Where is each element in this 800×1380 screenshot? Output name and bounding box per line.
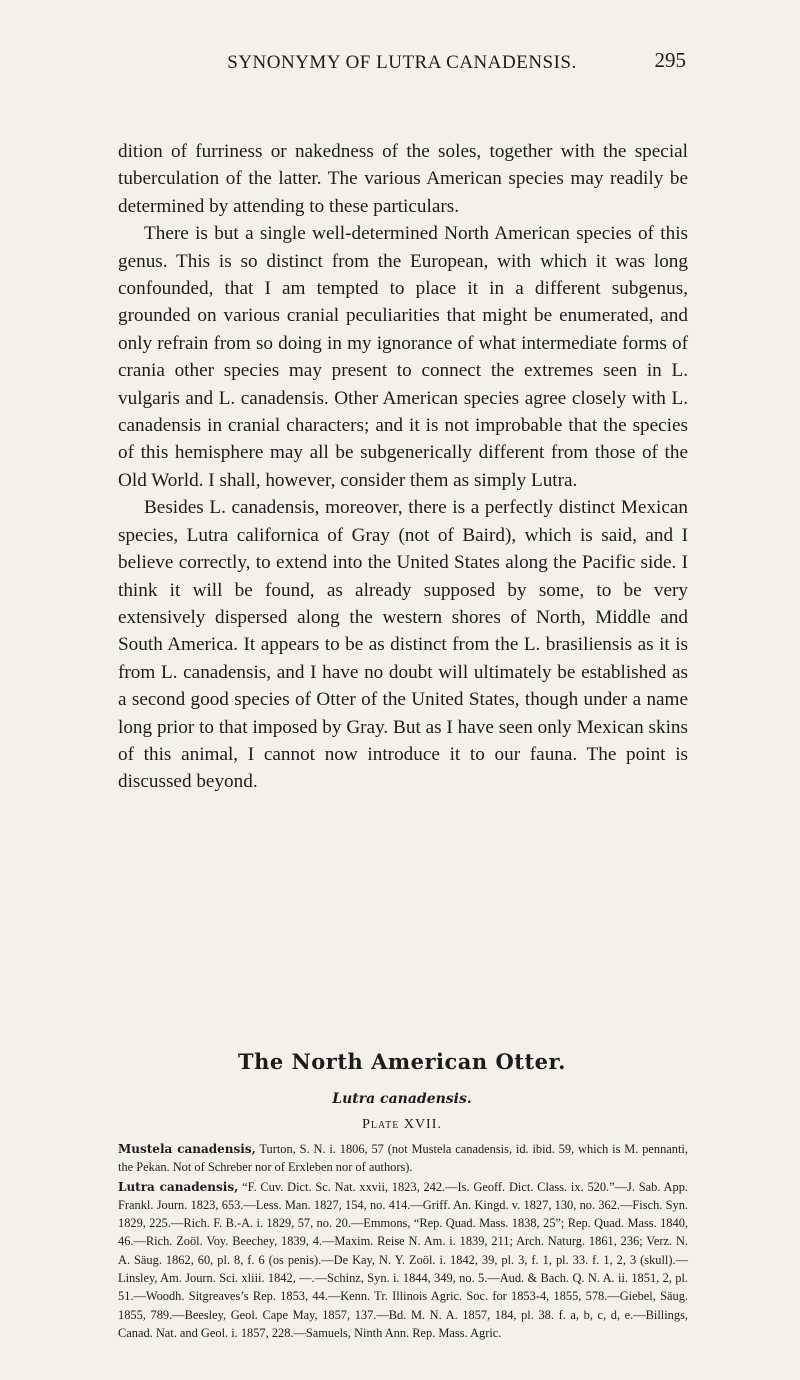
- synonym-citations: Turton, S. N. i. 1806, 57 (not Mustela canadensis, id. ibid. 59, which is M. pennanti, the Pekan. Not of Schreber nor of Erxleben nor of authors).: [118, 1142, 688, 1175]
- section-title: The North American Otter.: [237, 1049, 566, 1074]
- section-scientific-name: Lutra canadensis.: [332, 1091, 472, 1107]
- synonym-name: Lutra canadensis,: [118, 1179, 239, 1194]
- plate-reference: Plate XVII.: [362, 1117, 442, 1132]
- running-title: SYNONYMY OF LUTRA CANADENSIS.: [227, 52, 577, 73]
- page-number: 295: [654, 48, 686, 72]
- synonymy-list: [118, 1140, 688, 1343]
- synonym-citations: “F. Cuv. Dict. Sc. Nat. xxvii, 1823, 242.—Is. Geoff. Dict. Class. ix. 520.”—J. Sab. App. Frankl. Journ. 1823, 653.—Less. Man. 1827, 154, no. 414.—Griff. An. Kingd. v. 1827, 130, no. 362.—Fisch. Syn. 1829, 225.—Rich. F. B.-A. i. 1829, 57, no. 20.—Emmons, “Rep. Quad. Mass. 1838, 25”; Rep. Quad. Mass. 1840, 46.—Rich. Zoöl. Voy. Beechey, 1839, 4.—Maxim. Reise N. Am. i. 1839, 211; Arch. Naturg. 1861, 236; Verz. N. A. Säug. 1862, 60, pl. 8, f. 6 (os penis).—De Kay, N. Y. Zoöl. i. 1842, 39, pl. 3, f. 1, pl. 33. f. 1, 2, 3 (skull).—Linsley, Am. Journ. Sci. xliii. 1842, —.—Schinz, Syn. i. 1844, 349, no. 5.—Aud. & Bach. Q. N. A. ii. 1851, 2, pl. 51.—Woodh. Sitgreaves’s Rep. 1853, 44.—Kenn. Tr. Illinois Agric. Soc. for 1853-4, 1855, 578.—Giebel, Säug. 1855, 789.—Beesley, Geol. Cape May, 1857, 137.—Bd. M. N. A. 1857, 184, pl. 38. f. a, b, c, d, e.—Billings, Canad. Nat. and Geol. i. 1857, 228.—Samuels, Ninth Ann. Rep. Mass. Agric.: [118, 1179, 688, 1340]
- page-header: [118, 42, 686, 82]
- paragraph-3: Besides L. canadensis, moreover, there is a perfectly distinct Mexican species, Lutra californica of Gray (not of Baird), which is said, and I believe correctly, to extend into the United States along the Pacific side. I think it will be found, as already supposed by some, to be very extensively dispersed along the western shores of North, Middle and South America. It appears to be as distinct from the L. brasiliensis as it is from L. canadensis, and I have no doubt will ultimately be established as a second good species of Otter of the United States, though under a name long prior to that imposed by Gray. But as I have seen only Mexican skins of this animal, I cannot now introduce it to our fauna. The point is discussed beyond.: [118, 497, 688, 793]
- paragraph-1: dition of furriness or nakedness of the soles, together with the special tuberculation of the latter. The various American species may readily be determined by attending to these particulars.: [118, 141, 688, 217]
- synonym-name: Mustela canadensis,: [118, 1142, 256, 1156]
- body-text: [118, 138, 688, 796]
- synonymy-entry: [118, 1178, 688, 1343]
- paragraph-2: There is but a single well-determined North American species of this genus. This is so distinct from the European, with which it was long confounded, that I am tempted to place it in a different subgenus, grounded on various cranial peculiarities that might be enumerated, and only refrain from so doing in my ignorance of what intermediate forms of crania other species may present to connect the extremes seen in L. vulgaris and L. canadensis. Other American species agree closely with L. canadensis in cranial characters; and it is not improbable that the species of this hemisphere may all be subgenerically different from those of the Old World. I shall, however, consider them as simply Lutra.: [118, 223, 688, 491]
- synonymy-entry: [118, 1140, 688, 1177]
